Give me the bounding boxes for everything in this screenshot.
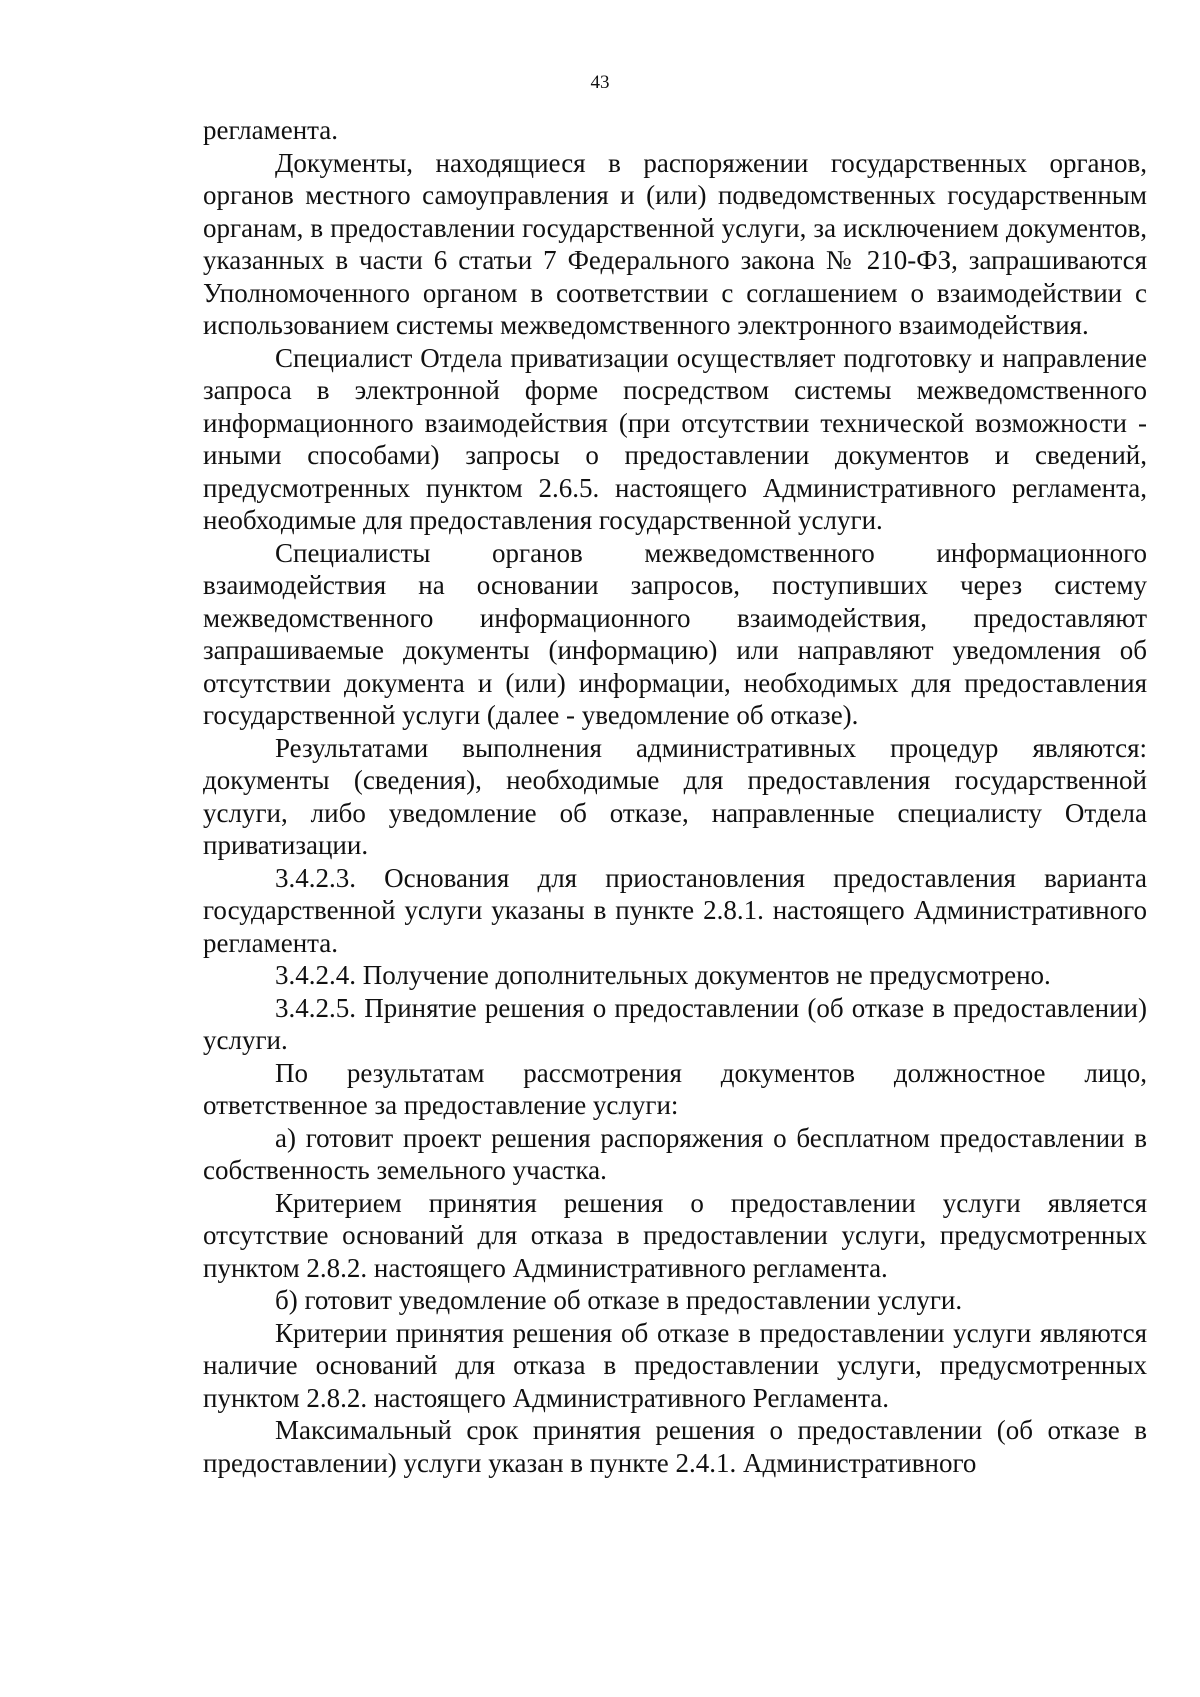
paragraph: Документы, находящиеся в распоряжении государственных органов, органов местного самоуправления и (или) подведомственных государственным органам, в предоставлении государственной услуги, за исключением документов, указанных в части 6 статьи 7 Федерального закона № 210-ФЗ, запрашиваются Уполномоченного органом в соответствии с соглашением о взаимодействии с использованием системы межведомственного электронного взаимодействия.: [203, 147, 1147, 340]
paragraph: Результатами выполнения административных процедур являются: документы (сведения), необходимые для предоставления государственной услуги, либо уведомление об отказе, направленные специалисту Отдела приватизации.: [203, 732, 1147, 860]
document-body: [203, 114, 1147, 1479]
paragraph: Специалисты органов межведомственного информационного взаимодействия на основании запросов, поступивших через систему межведомственного информационного взаимодействия, предоставляют запрашиваемые документы (информацию) или направляют уведомления об отсутствии документа и (или) информации, необходимых для предоставления государственной услуги (далее - уведомление об отказе).: [203, 537, 1147, 730]
paragraph: Максимальный срок принятия решения о предоставлении (об отказе в предоставлении) услуги указан в пункте 2.4.1. Административного: [203, 1415, 1147, 1478]
paragraph-continuation: регламента.: [203, 115, 339, 145]
paragraph: а) готовит проект решения распоряжения о бесплатном предоставлении в собственность земельного участка.: [203, 1122, 1147, 1185]
paragraph: По результатам рассмотрения документов должностное лицо, ответственное за предоставление услуги:: [203, 1057, 1147, 1120]
paragraph: 3.4.2.4. Получение дополнительных документов не предусмотрено.: [275, 960, 1051, 990]
paragraph: Специалист Отдела приватизации осуществляет подготовку и направление запроса в электронной форме посредством системы межведомственного информационного взаимодействия (при отсутствии технической возможности - иными способами) запросы о предоставлении документов и сведений, предусмотренных пунктом 2.6.5. настоящего Административного регламента, необходимые для предоставления государственной услуги.: [203, 342, 1147, 535]
paragraph: Критерием принятия решения о предоставлении услуги является отсутствие оснований для отказа в предоставлении услуги, предусмотренных пунктом 2.8.2. настоящего Административного регламента.: [203, 1187, 1147, 1283]
paragraph: 3.4.2.5. Принятие решения о предоставлении (об отказе в предоставлении) услуги.: [203, 992, 1147, 1055]
paragraph: 3.4.2.3. Основания для приостановления предоставления варианта государственной услуги указаны в пункте 2.8.1. настоящего Административного регламента.: [203, 862, 1147, 958]
paragraph: б) готовит уведомление об отказе в предоставлении услуги.: [275, 1285, 963, 1315]
page-number: 43: [590, 72, 610, 93]
paragraph: Критерии принятия решения об отказе в предоставлении услуги являются наличие оснований для отказа в предоставлении услуги, предусмотренных пунктом 2.8.2. настоящего Административного Регламента.: [203, 1317, 1147, 1413]
